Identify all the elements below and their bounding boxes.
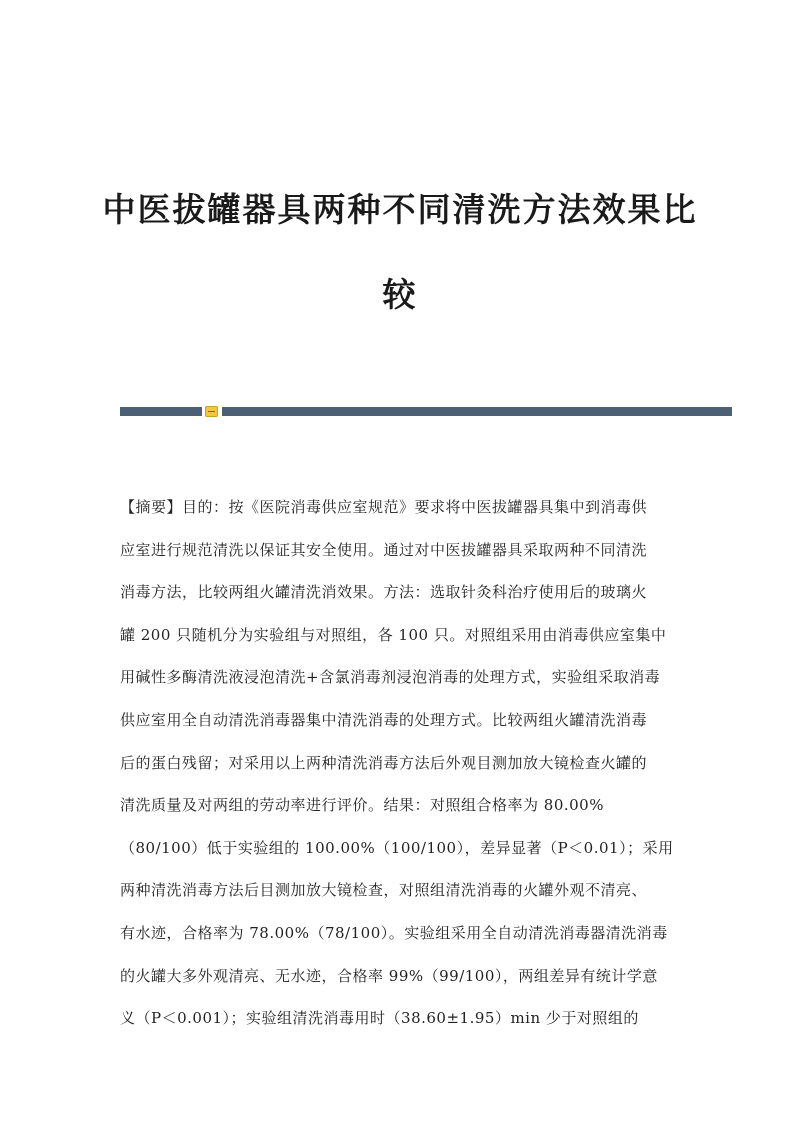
document-title-line-1: 中医拔罐器具两种不同清洗方法效果比 xyxy=(102,190,698,229)
abstract-line: 有水迹，合格率为 78.00%（78/100）。实验组采用全自动清洗消毒器清洗消毒 xyxy=(120,923,668,942)
title-divider-left xyxy=(120,407,202,416)
abstract-line: 用碱性多酶清洗液浸泡清洗+含氯消毒剂浸泡消毒的处理方式，实验组采取消毒 xyxy=(120,668,661,687)
title-divider-right xyxy=(222,407,732,416)
abstract-line: 后的蛋白残留；对采用以上两种清洗消毒方法后外观目测加放大镜检查火罐的 xyxy=(120,753,648,772)
abstract-line: 两种清洗消毒方法后目测加放大镜检查，对照组清洗消毒的火罐外观不清亮、 xyxy=(120,881,648,900)
abstract-line: 应室进行规范清洗以保证其安全使用。通过对中医拔罐器具采取两种不同清洗 xyxy=(120,540,648,559)
document-title-line-2: 较 xyxy=(382,275,418,314)
abstract-line: 义（P＜0.001）；实验组清洗消毒用时（38.60±1.95）min 少于对照组的 xyxy=(120,1009,639,1028)
abstract-line: 的火罐大多外观清亮、无水迹，合格率 99%（99/100），两组差异有统计学意 xyxy=(120,966,658,985)
abstract-line: 【摘要】目的：按《医院消毒供应室规范》要求将中医拔罐器具集中到消毒供 xyxy=(120,498,648,516)
abstract-line: 清洗质量及对两组的劳动率进行评价。结果：对照组合格率为 80.00% xyxy=(120,796,604,815)
abstract-paragraph xyxy=(120,486,680,1040)
abstract-line: 罐 200 只随机分为实验组与对照组，各 100 只。对照组采用由消毒供应室集中 xyxy=(120,625,667,644)
abstract-line: （80/100）低于实验组的 100.00%（100/100），差异显著（P＜0.01）；采用 xyxy=(120,838,674,857)
abstract-line: 消毒方法，比较两组火罐清洗消效果。方法：选取针灸科治疗使用后的玻璃火 xyxy=(120,583,648,602)
abstract-line: 供应室用全自动清洗消毒器集中清洗消毒的处理方式。比较两组火罐清洗消毒 xyxy=(120,710,648,729)
document-icon xyxy=(205,406,218,417)
